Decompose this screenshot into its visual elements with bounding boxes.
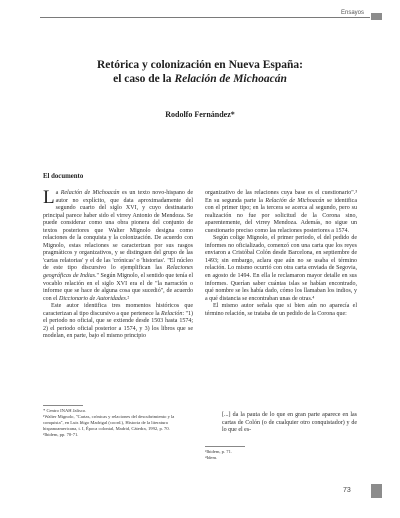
author-name: Rodolfo Fernández* [165, 110, 235, 119]
text-run: Este autor identifica tres momentos históricos que caracterizan al tipo discursivo a que pertenece la [43, 303, 193, 317]
text-run-italic: Relaciones geográficas de Indias [43, 265, 193, 280]
footnote: ¹Walter Mignolo, "Cartas, crónicas y relaciones del descubrimiento y la conquista", en Luis Iñigo Madrigal (coord.), Historia de la literatura hispanoamericana, t. I, Época colonial, Madrid, Cátedra, 1992, p. 70. [43, 414, 175, 431]
title-line-2-prefix: el caso de la [113, 73, 175, 85]
footnote: ²Ibidem, pp. 70-71. [43, 432, 79, 438]
footnotes-right [205, 449, 355, 461]
paragraph-1 [43, 187, 193, 303]
article-title [30, 58, 370, 86]
left-column [43, 187, 194, 341]
text-run: a [55, 190, 61, 196]
text-run-italic: Relación [161, 310, 183, 317]
page-number: 73 [343, 487, 351, 494]
text-run: se identifica con el primer tipo; en la tercera se acerca al segundo, pero su realización no fue por solicitud de la Corona sino, aparentemente, del virrey Mendoza. Además, no sigue un cuestionario preciso como las relaciones posteriores a 1574. [205, 197, 358, 234]
footnote: ⁴Idem. [205, 454, 218, 460]
text-run: .² [125, 295, 130, 302]
footnote-rule-left [43, 405, 83, 406]
footnote-rule-right [205, 446, 245, 447]
text-run-italic: Relación de Michoacán [60, 190, 120, 196]
drop-cap: L [43, 187, 55, 208]
section-label: Ensayos [338, 10, 367, 16]
text-run-italic: Diccionario de Autoridades [59, 295, 126, 302]
text-run: organizativo de las relaciones cuya base es el cuestionario".³ En su segunda parte la [205, 190, 357, 204]
paragraph-5: El mismo autor señala que si bien aún no aparecía el término relación, se trataba de un pedido de la Corona que: [205, 303, 357, 317]
text-run: es un texto novo-hispano de autor no explícito, que data aproximadamente del segundo cuarto del siglo XVI, y cuyo destinatario principal parece haber sido el virrey Antonio de Mendoza. Se puede considerar como una obra pionera del conjunto de textos posteriores que Walter Mignolo designa como relaciones de la conquista y la colonización. De acuerdo con Mignolo, estas relaciones se caracterizan por sus rasgos pragmáticos y organizativos, y se distinguen del grupo de las 'cartas relatorias' y el de las 'crónicas' o 'historias'. "El núcleo de este tipo discursivo lo ejemplifican las [43, 190, 193, 272]
text-run: ." Según Mignolo, el sentido que tenía el vocablo relación en el siglo XVI era el de "la narración o informe que se hace de alguna cosa que sucedió", de acuerdo con el [43, 273, 193, 302]
footnote: * Centro INAH Jalisco. [43, 408, 87, 413]
section-heading: El documento [43, 173, 84, 180]
paragraph-3 [205, 190, 357, 235]
block-quote: [...] da la pauta de lo que en gran parte aparece en las cartas de Colón (o de cualquier otro conquistador) y de lo que el es- [222, 412, 357, 434]
footnote: ³Ibidem, p. 71. [205, 449, 233, 454]
paragraph-4: Según colige Mignolo, el primer periodo, el del pedido de informes no oficializado, comenzó con una carta que los reyes enviaron a Cristóbal Colón desde Barcelona, en septiembre de 1493; sin embargo, aclara que aún no se usaba el término relación. Lo mismo ocurrió con otra carta enviada de Segovia, en agosto de 1494. En ella le reclamaron mayor detalle en sus informes. Querían saber cuántas islas se habían encontrado, qué nombre se les había dado, cómo los llamaban los indios, y a qué distancia se encontraban unas de otras.⁴ [205, 235, 357, 302]
text-run: : "1) el periodo no oficial, que se extiende desde 1503 hasta 1574; 2) el periodo oficial posterior a 1574, y 3) los libros que se modelan, en parte, bajo el mismo principio [43, 310, 194, 340]
title-line-1: Retórica y colonización en Nueva España: [96, 59, 304, 71]
title-line-2 [30, 72, 370, 86]
page-tab-marker [371, 484, 382, 498]
text-run-italic: Relación de Michoacán [265, 197, 325, 204]
header-tab-marker [371, 13, 382, 20]
paragraph-2 [43, 303, 193, 341]
title-line-2-italic: Relación de Michoacán [174, 73, 287, 85]
header-rule [40, 17, 370, 18]
footnotes-left [43, 408, 193, 438]
right-column [205, 190, 357, 318]
